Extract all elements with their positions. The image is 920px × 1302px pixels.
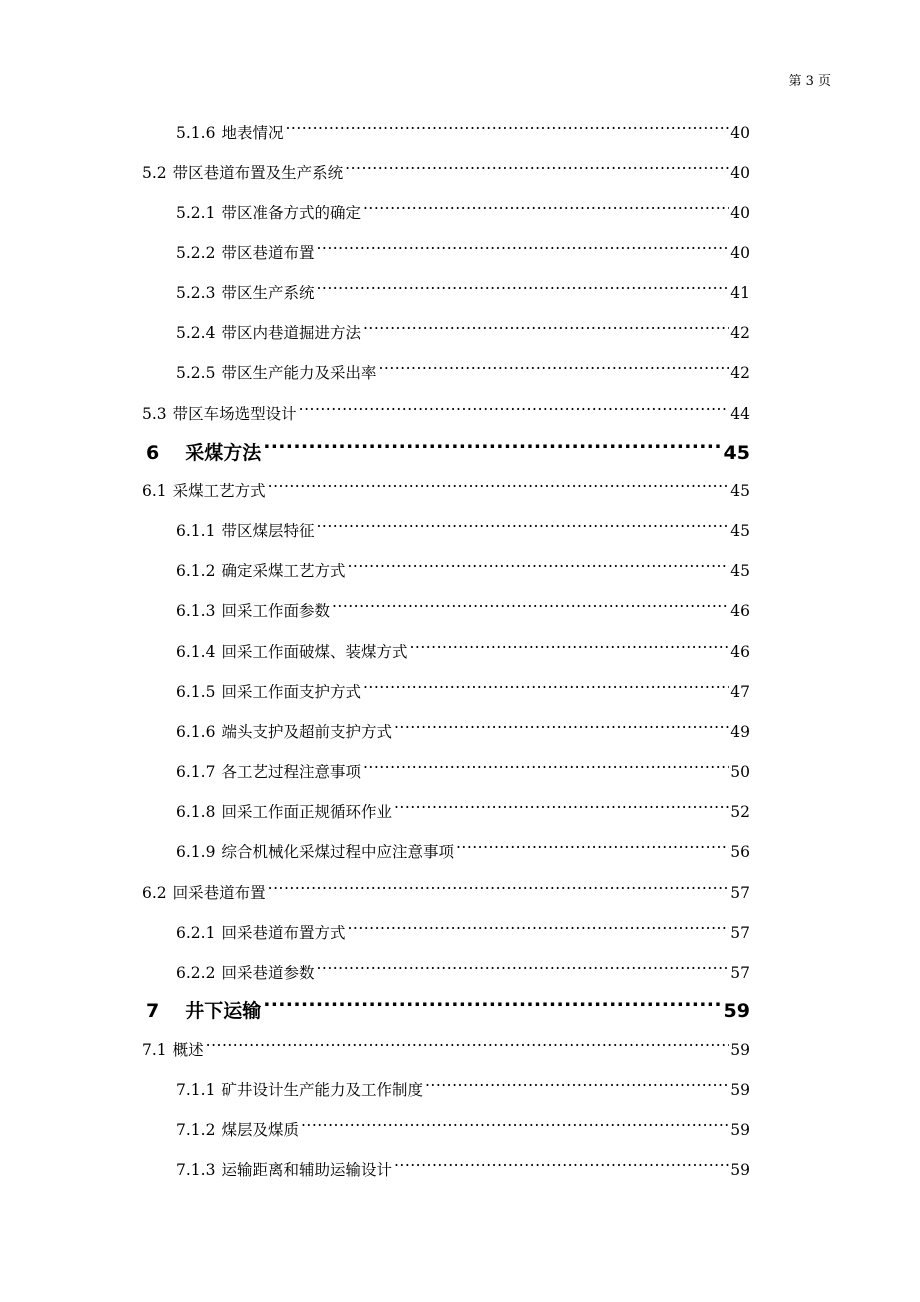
dot-leader (316, 230, 729, 258)
dot-leader (425, 1067, 729, 1095)
dot-leader (394, 789, 729, 817)
toc-entry-title: 采煤工艺方式 (172, 482, 266, 500)
toc-entry-page-number: 49 (730, 723, 750, 741)
toc-entry-number: 6.2 (142, 884, 167, 902)
toc-entry-number: 6.1.9 (176, 843, 216, 861)
dot-leader (363, 749, 729, 777)
toc-entry-6-2-1[interactable] (176, 910, 750, 942)
toc-entry-number: 7.1.1 (176, 1081, 216, 1099)
dot-leader (316, 508, 729, 536)
dot-leader (363, 190, 729, 218)
dot-leader (409, 629, 729, 657)
toc-entry-number: 6 (146, 442, 160, 464)
toc-entry-title: 各工艺过程注意事项 (221, 763, 361, 781)
toc-entry-number: 7.1.3 (176, 1161, 216, 1179)
toc-entry-number: 5.2.2 (176, 244, 216, 262)
toc-entry-page-number: 52 (730, 803, 750, 821)
toc-entry-7-1-2[interactable] (176, 1107, 750, 1139)
toc-entry-page-number: 47 (730, 683, 750, 701)
toc-entry-number: 7.1 (142, 1041, 167, 1059)
toc-entry-number: 5.2.5 (176, 364, 216, 382)
toc-entry-title: 带区内巷道掘进方法 (221, 324, 361, 342)
toc-entry-title: 概述 (172, 1041, 204, 1059)
toc-entry-page-number: 41 (730, 284, 750, 302)
toc-entry-5-2-3[interactable] (176, 270, 750, 302)
toc-entry-5-2[interactable] (142, 150, 750, 182)
toc-entry-6-1-7[interactable] (176, 749, 750, 781)
toc-entry-6-1-5[interactable] (176, 669, 750, 701)
toc-entry-title: 带区煤层特征 (221, 522, 315, 540)
toc-entry-title: 带区巷道布置及生产系统 (172, 164, 344, 182)
toc-entry-number: 6.1.1 (176, 522, 216, 540)
toc-entry-page-number: 40 (730, 164, 750, 182)
toc-entry-title: 采煤方法 (185, 442, 262, 464)
toc-entry-page-number: 45 (730, 522, 750, 540)
toc-entry-title: 带区车场选型设计 (172, 405, 297, 423)
toc-entry-number: 5.1.6 (176, 124, 216, 142)
dot-leader (363, 669, 729, 697)
toc-entry-page-number: 46 (730, 602, 750, 620)
toc-entry-page-number: 57 (730, 884, 750, 902)
toc-entry-page-number: 45 (723, 442, 750, 464)
toc-entry-title: 回采巷道布置方式 (221, 924, 346, 942)
toc-entry-6-1-9[interactable] (176, 829, 750, 861)
toc-entry-page-number: 46 (730, 643, 750, 661)
toc-entry-title: 地表情况 (221, 124, 284, 142)
toc-entry-title: 矿井设计生产能力及工作制度 (221, 1081, 423, 1099)
toc-entry-page-number: 59 (730, 1161, 750, 1179)
toc-entry-number: 6.2.2 (176, 964, 216, 982)
toc-entry-number: 6.1 (142, 482, 167, 500)
toc-entry-number: 5.2.1 (176, 204, 216, 222)
toc-entry-6-1-3[interactable] (176, 588, 750, 620)
dot-leader (299, 391, 730, 419)
toc-entry-number: 5.3 (142, 405, 167, 423)
toc-entry-title: 井下运输 (185, 1000, 262, 1022)
toc-entry-number: 5.2.3 (176, 284, 216, 302)
toc-entry-6-2[interactable] (142, 870, 750, 902)
toc-entry-6-1-1[interactable] (176, 508, 750, 540)
toc-entry-page-number: 59 (730, 1121, 750, 1139)
toc-entry-7-1[interactable] (142, 1027, 750, 1059)
toc-entry-title: 确定采煤工艺方式 (221, 562, 346, 580)
toc-entry-title: 回采工作面支护方式 (221, 683, 361, 701)
toc-entry-6[interactable] (146, 429, 750, 464)
toc-entry-title: 煤层及煤质 (221, 1121, 299, 1139)
dot-leader (268, 870, 730, 898)
toc-entry-7-1-3[interactable] (176, 1147, 750, 1179)
toc-entry-title: 回采巷道参数 (221, 964, 315, 982)
dot-leader (263, 429, 722, 459)
toc-entry-title: 回采工作面正规循环作业 (221, 803, 392, 821)
toc-entry-5-2-4[interactable] (176, 310, 750, 342)
toc-entry-number: 6.1.3 (176, 602, 216, 620)
toc-entry-page-number: 40 (730, 244, 750, 262)
toc-entry-page-number: 56 (730, 843, 750, 861)
toc-entry-page-number: 57 (730, 964, 750, 982)
toc-entry-number: 6.2.1 (176, 924, 216, 942)
toc-entry-6-1[interactable] (142, 468, 750, 500)
dot-leader (301, 1107, 729, 1135)
toc-entry-title: 带区生产能力及采出率 (221, 364, 377, 382)
toc-entry-title: 运输距离和辅助运输设计 (221, 1161, 392, 1179)
dot-leader (316, 950, 729, 978)
dot-leader (345, 150, 729, 178)
toc-entry-page-number: 40 (730, 124, 750, 142)
toc-entry-number: 6.1.5 (176, 683, 216, 701)
dot-leader (456, 829, 729, 857)
dot-leader (347, 548, 729, 576)
toc-entry-number: 7.1.2 (176, 1121, 216, 1139)
toc-entry-title: 回采工作面破煤、装煤方式 (221, 643, 408, 661)
toc-entry-page-number: 45 (730, 562, 750, 580)
dot-leader (363, 310, 729, 338)
dot-leader (285, 110, 729, 138)
toc-entry-page-number: 50 (730, 763, 750, 781)
toc-entry-page-number: 45 (730, 482, 750, 500)
toc-entry-page-number: 59 (730, 1041, 750, 1059)
toc-entry-page-number: 42 (730, 324, 750, 342)
toc-entry-6-1-4[interactable] (176, 629, 750, 661)
toc-entry-5-2-5[interactable] (176, 350, 750, 382)
toc-entry-number: 6.1.8 (176, 803, 216, 821)
toc-entry-page-number: 42 (730, 364, 750, 382)
toc-entry-title: 带区生产系统 (221, 284, 315, 302)
toc-entry-number: 5.2 (142, 164, 167, 182)
toc-entry-5-3[interactable] (142, 391, 750, 423)
toc-entry-title: 带区巷道布置 (221, 244, 315, 262)
toc-entry-title: 回采巷道布置 (172, 884, 266, 902)
dot-leader (394, 709, 729, 737)
toc-entry-page-number: 40 (730, 204, 750, 222)
toc-entry-6-1-8[interactable] (176, 789, 750, 821)
toc-entry-5-2-2[interactable] (176, 230, 750, 262)
toc-entry-5-1-6[interactable] (176, 110, 750, 142)
dot-leader (394, 1147, 729, 1175)
toc-entry-page-number: 59 (723, 1000, 750, 1022)
toc-entry-number: 6.1.6 (176, 723, 216, 741)
toc-entry-5-2-1[interactable] (176, 190, 750, 222)
toc-entry-6-1-6[interactable] (176, 709, 750, 741)
page-number-label: 第 3 页 (788, 74, 831, 89)
toc-entry-title: 综合机械化采煤过程中应注意事项 (221, 843, 454, 861)
toc-entry-number: 5.2.4 (176, 324, 216, 342)
dot-leader (268, 468, 730, 496)
toc-entry-page-number: 57 (730, 924, 750, 942)
dot-leader (263, 987, 722, 1017)
toc-entry-page-number: 44 (730, 405, 750, 423)
dot-leader (206, 1027, 730, 1055)
toc-entry-title: 端头支护及超前支护方式 (221, 723, 392, 741)
toc-entry-7[interactable] (146, 987, 750, 1022)
toc-entry-page-number: 59 (730, 1081, 750, 1099)
dot-leader (316, 270, 729, 298)
toc-entry-title: 带区准备方式的确定 (221, 204, 361, 222)
toc-entry-number: 6.1.2 (176, 562, 216, 580)
toc-entry-7-1-1[interactable] (176, 1067, 750, 1099)
toc-entry-6-2-2[interactable] (176, 950, 750, 982)
toc-entry-6-1-2[interactable] (176, 548, 750, 580)
dot-leader (332, 588, 729, 616)
toc-entry-number: 6.1.4 (176, 643, 216, 661)
toc-entry-number: 7 (146, 1000, 160, 1022)
dot-leader (378, 350, 729, 378)
dot-leader (347, 910, 729, 938)
toc-entry-title: 回采工作面参数 (221, 602, 330, 620)
toc-entry-number: 6.1.7 (176, 763, 216, 781)
